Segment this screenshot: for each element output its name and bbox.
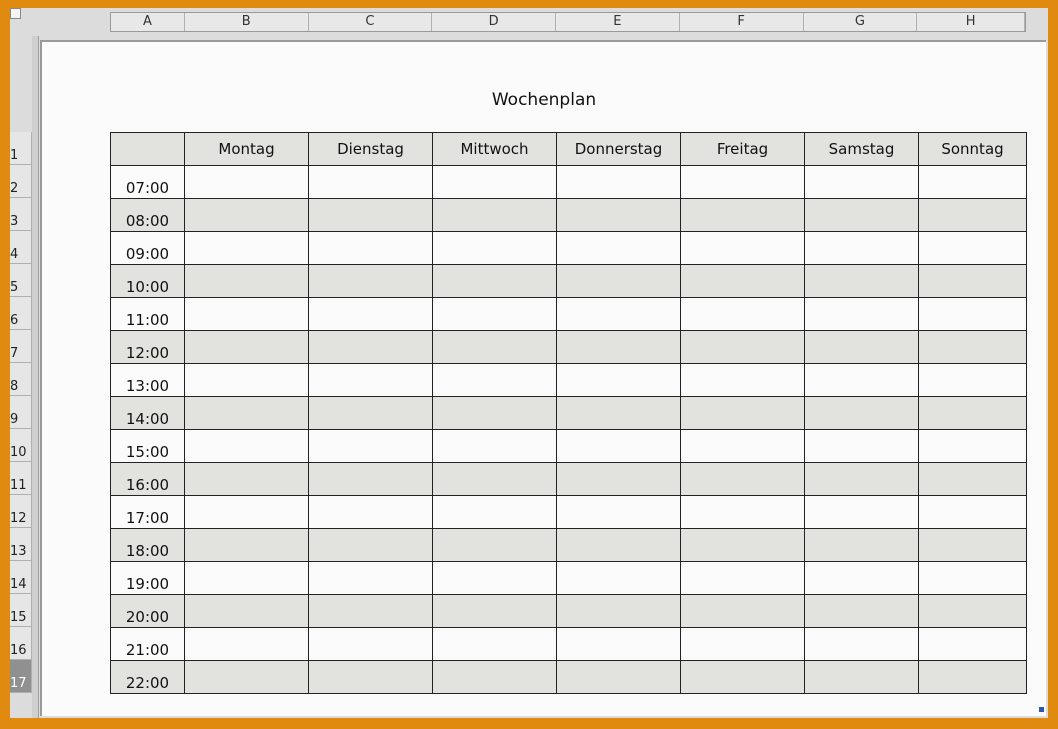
row-header-label: 8	[10, 379, 19, 394]
time-cell[interactable]: 16:00	[111, 463, 185, 496]
resize-handle[interactable]	[1039, 707, 1044, 712]
row-header-4[interactable]	[10, 231, 32, 264]
schedule-cell[interactable]	[309, 595, 433, 628]
schedule-cell[interactable]	[805, 661, 919, 694]
column-header-c[interactable]: C	[309, 13, 433, 31]
row-header-label: 10	[10, 445, 27, 460]
row-header-1[interactable]	[10, 132, 32, 165]
row-header-label: 12	[10, 511, 27, 526]
time-cell[interactable]: 21:00	[111, 628, 185, 661]
column-header-g[interactable]: G	[804, 13, 918, 31]
page-title: Wochenplan	[491, 90, 597, 110]
corner-cell[interactable]	[111, 133, 185, 166]
schedule-cell[interactable]	[919, 595, 1027, 628]
day-header[interactable]: Samstag	[805, 133, 919, 166]
column-header-bar	[110, 12, 1026, 32]
schedule-cell[interactable]	[681, 562, 805, 595]
schedule-cell[interactable]	[919, 430, 1027, 463]
schedule-cell[interactable]	[681, 529, 805, 562]
schedule-cell[interactable]	[805, 529, 919, 562]
schedule-cell[interactable]	[919, 562, 1027, 595]
schedule-cell[interactable]	[681, 397, 805, 430]
schedule-cell[interactable]	[805, 232, 919, 265]
schedule-cell[interactable]	[185, 232, 309, 265]
time-row	[111, 364, 1027, 397]
time-cell[interactable]: 13:00	[111, 364, 185, 397]
schedule-cell[interactable]	[681, 661, 805, 694]
row-header-7[interactable]	[10, 330, 32, 363]
row-header-10[interactable]	[10, 429, 32, 462]
schedule-cell[interactable]	[919, 166, 1027, 199]
schedule-cell[interactable]	[433, 628, 557, 661]
schedule-cell[interactable]	[681, 496, 805, 529]
schedule-cell[interactable]	[185, 199, 309, 232]
schedule-cell[interactable]	[309, 331, 433, 364]
row-header-label: 2	[10, 181, 19, 196]
time-row	[111, 661, 1027, 694]
sheet-page	[40, 40, 1046, 716]
schedule-cell[interactable]	[433, 595, 557, 628]
time-row	[111, 265, 1027, 298]
day-header[interactable]: Mittwoch	[433, 133, 557, 166]
schedule-cell[interactable]	[185, 463, 309, 496]
schedule-cell[interactable]	[309, 496, 433, 529]
day-header[interactable]: Montag	[185, 133, 309, 166]
schedule-cell[interactable]	[185, 364, 309, 397]
row-header-15[interactable]	[10, 594, 32, 627]
schedule-cell[interactable]	[919, 628, 1027, 661]
schedule-cell[interactable]	[185, 331, 309, 364]
schedule-cell[interactable]	[681, 199, 805, 232]
schedule-cell[interactable]	[309, 265, 433, 298]
time-cell[interactable]: 18:00	[111, 529, 185, 562]
schedule-cell[interactable]	[805, 199, 919, 232]
schedule-cell[interactable]	[557, 496, 681, 529]
time-cell[interactable]: 07:00	[111, 166, 185, 199]
schedule-cell[interactable]	[805, 430, 919, 463]
time-cell[interactable]: 14:00	[111, 397, 185, 430]
row-header-9[interactable]	[10, 396, 32, 429]
table-header-row	[111, 133, 1027, 166]
row-header-label: 1	[10, 148, 19, 163]
time-cell[interactable]: 15:00	[111, 430, 185, 463]
schedule-cell[interactable]	[919, 496, 1027, 529]
select-all-icon[interactable]	[10, 8, 21, 19]
row-header-label: 11	[10, 478, 27, 493]
time-cell[interactable]: 17:00	[111, 496, 185, 529]
row-header-16[interactable]	[10, 627, 32, 660]
schedule-cell[interactable]	[805, 298, 919, 331]
schedule-cell[interactable]	[557, 364, 681, 397]
schedule-cell[interactable]	[805, 331, 919, 364]
time-row	[111, 595, 1027, 628]
schedule-cell[interactable]	[805, 595, 919, 628]
row-header-14[interactable]	[10, 561, 32, 594]
time-row	[111, 463, 1027, 496]
schedule-cell[interactable]	[681, 265, 805, 298]
schedule-cell[interactable]	[805, 364, 919, 397]
schedule-cell[interactable]	[557, 529, 681, 562]
schedule-cell[interactable]	[309, 562, 433, 595]
schedule-cell[interactable]	[557, 199, 681, 232]
column-header-d[interactable]: D	[432, 13, 556, 31]
schedule-cell[interactable]	[309, 529, 433, 562]
schedule-cell[interactable]	[185, 496, 309, 529]
day-header[interactable]: Sonntag	[919, 133, 1027, 166]
schedule-cell[interactable]	[433, 562, 557, 595]
schedule-cell[interactable]	[557, 628, 681, 661]
row-header-12[interactable]	[10, 495, 32, 528]
time-cell[interactable]: 11:00	[111, 298, 185, 331]
schedule-cell[interactable]	[433, 463, 557, 496]
schedule-cell[interactable]	[557, 166, 681, 199]
schedule-cell[interactable]	[557, 595, 681, 628]
schedule-cell[interactable]	[557, 298, 681, 331]
time-cell[interactable]: 09:00	[111, 232, 185, 265]
schedule-cell[interactable]	[309, 166, 433, 199]
schedule-cell[interactable]	[919, 364, 1027, 397]
schedule-cell[interactable]	[433, 331, 557, 364]
row-header-label: 15	[10, 610, 27, 625]
row-header-17[interactable]	[10, 660, 32, 693]
schedule-cell[interactable]	[681, 166, 805, 199]
row-header-label: 7	[10, 346, 19, 361]
schedule-cell[interactable]	[433, 265, 557, 298]
row-header-label: 3	[10, 214, 19, 229]
schedule-cell[interactable]	[919, 298, 1027, 331]
schedule-cell[interactable]	[557, 562, 681, 595]
schedule-cell[interactable]	[805, 628, 919, 661]
time-row	[111, 628, 1027, 661]
schedule-cell[interactable]	[433, 430, 557, 463]
schedule-cell[interactable]	[433, 496, 557, 529]
day-header[interactable]: Donnerstag	[557, 133, 681, 166]
schedule-cell[interactable]	[805, 562, 919, 595]
time-row	[111, 397, 1027, 430]
column-header-a[interactable]: A	[111, 13, 185, 31]
row-header-3[interactable]	[10, 198, 32, 231]
schedule-cell[interactable]	[557, 397, 681, 430]
row-header-2[interactable]	[10, 165, 32, 198]
schedule-cell[interactable]	[919, 397, 1027, 430]
schedule-cell[interactable]	[681, 463, 805, 496]
time-cell[interactable]: 12:00	[111, 331, 185, 364]
schedule-cell[interactable]	[185, 166, 309, 199]
time-cell[interactable]: 22:00	[111, 661, 185, 694]
schedule-cell[interactable]	[805, 397, 919, 430]
schedule-cell[interactable]	[681, 430, 805, 463]
day-header[interactable]: Freitag	[681, 133, 805, 166]
schedule-cell[interactable]	[309, 397, 433, 430]
schedule-cell[interactable]	[919, 463, 1027, 496]
schedule-cell[interactable]	[433, 661, 557, 694]
row-header-label: 6	[10, 313, 19, 328]
schedule-cell[interactable]	[309, 463, 433, 496]
time-row	[111, 166, 1027, 199]
schedule-cell[interactable]	[309, 661, 433, 694]
schedule-cell[interactable]	[309, 430, 433, 463]
schedule-cell[interactable]	[185, 661, 309, 694]
time-row	[111, 562, 1027, 595]
schedule-cell[interactable]	[433, 232, 557, 265]
row-header-label: 5	[10, 280, 19, 295]
spreadsheet-window	[10, 8, 1048, 718]
row-header-label: 14	[10, 577, 27, 592]
schedule-cell[interactable]	[805, 463, 919, 496]
row-header-label: 9	[10, 412, 19, 427]
schedule-cell[interactable]	[557, 232, 681, 265]
schedule-cell[interactable]	[557, 430, 681, 463]
schedule-cell[interactable]	[919, 331, 1027, 364]
schedule-cell[interactable]	[433, 166, 557, 199]
schedule-cell[interactable]	[309, 628, 433, 661]
time-row	[111, 529, 1027, 562]
time-row	[111, 331, 1027, 364]
schedule-cell[interactable]	[185, 430, 309, 463]
schedule-cell[interactable]	[309, 232, 433, 265]
column-header-b[interactable]: B	[185, 13, 309, 31]
schedule-cell[interactable]	[433, 199, 557, 232]
schedule-cell[interactable]	[805, 265, 919, 298]
schedule-cell[interactable]	[919, 232, 1027, 265]
left-gutter	[32, 36, 39, 718]
schedule-cell[interactable]	[557, 661, 681, 694]
row-header-label: 4	[10, 247, 19, 262]
schedule-cell[interactable]	[185, 265, 309, 298]
row-header-13[interactable]	[10, 528, 32, 561]
row-header-label: 17	[10, 676, 27, 691]
schedule-cell[interactable]	[681, 298, 805, 331]
column-header-e[interactable]: E	[556, 13, 680, 31]
column-header-f[interactable]: F	[680, 13, 804, 31]
row-header-8[interactable]	[10, 363, 32, 396]
schedule-cell[interactable]	[185, 595, 309, 628]
time-cell[interactable]: 20:00	[111, 595, 185, 628]
schedule-cell[interactable]	[919, 199, 1027, 232]
time-row	[111, 496, 1027, 529]
schedule-cell[interactable]	[433, 364, 557, 397]
row-header-label: 16	[10, 643, 27, 658]
schedule-cell[interactable]	[433, 529, 557, 562]
schedule-cell[interactable]	[557, 463, 681, 496]
day-header[interactable]: Dienstag	[309, 133, 433, 166]
schedule-cell[interactable]	[185, 397, 309, 430]
row-header-11[interactable]	[10, 462, 32, 495]
schedule-cell[interactable]	[557, 331, 681, 364]
schedule-cell[interactable]	[185, 529, 309, 562]
schedule-cell[interactable]	[433, 298, 557, 331]
time-cell[interactable]: 10:00	[111, 265, 185, 298]
schedule-cell[interactable]	[805, 166, 919, 199]
schedule-cell[interactable]	[919, 265, 1027, 298]
weekly-schedule-table	[110, 132, 1027, 694]
schedule-cell[interactable]	[681, 331, 805, 364]
time-cell[interactable]: 08:00	[111, 199, 185, 232]
time-row	[111, 430, 1027, 463]
schedule-cell[interactable]	[805, 496, 919, 529]
row-header-5[interactable]	[10, 264, 32, 297]
schedule-cell[interactable]	[185, 298, 309, 331]
schedule-cell[interactable]	[919, 529, 1027, 562]
schedule-cell[interactable]	[681, 595, 805, 628]
row-header-label: 13	[10, 544, 27, 559]
schedule-cell[interactable]	[681, 232, 805, 265]
schedule-cell[interactable]	[309, 364, 433, 397]
schedule-cell[interactable]	[681, 364, 805, 397]
schedule-cell[interactable]	[557, 265, 681, 298]
schedule-cell[interactable]	[433, 397, 557, 430]
schedule-cell[interactable]	[309, 298, 433, 331]
schedule-cell[interactable]	[309, 199, 433, 232]
schedule-cell[interactable]	[185, 628, 309, 661]
schedule-cell[interactable]	[919, 661, 1027, 694]
time-row	[111, 232, 1027, 265]
schedule-cell[interactable]	[185, 562, 309, 595]
time-cell[interactable]: 19:00	[111, 562, 185, 595]
column-header-h[interactable]: H	[917, 13, 1025, 31]
row-header-6[interactable]	[10, 297, 32, 330]
time-row	[111, 199, 1027, 232]
time-row	[111, 298, 1027, 331]
schedule-cell[interactable]	[681, 628, 805, 661]
